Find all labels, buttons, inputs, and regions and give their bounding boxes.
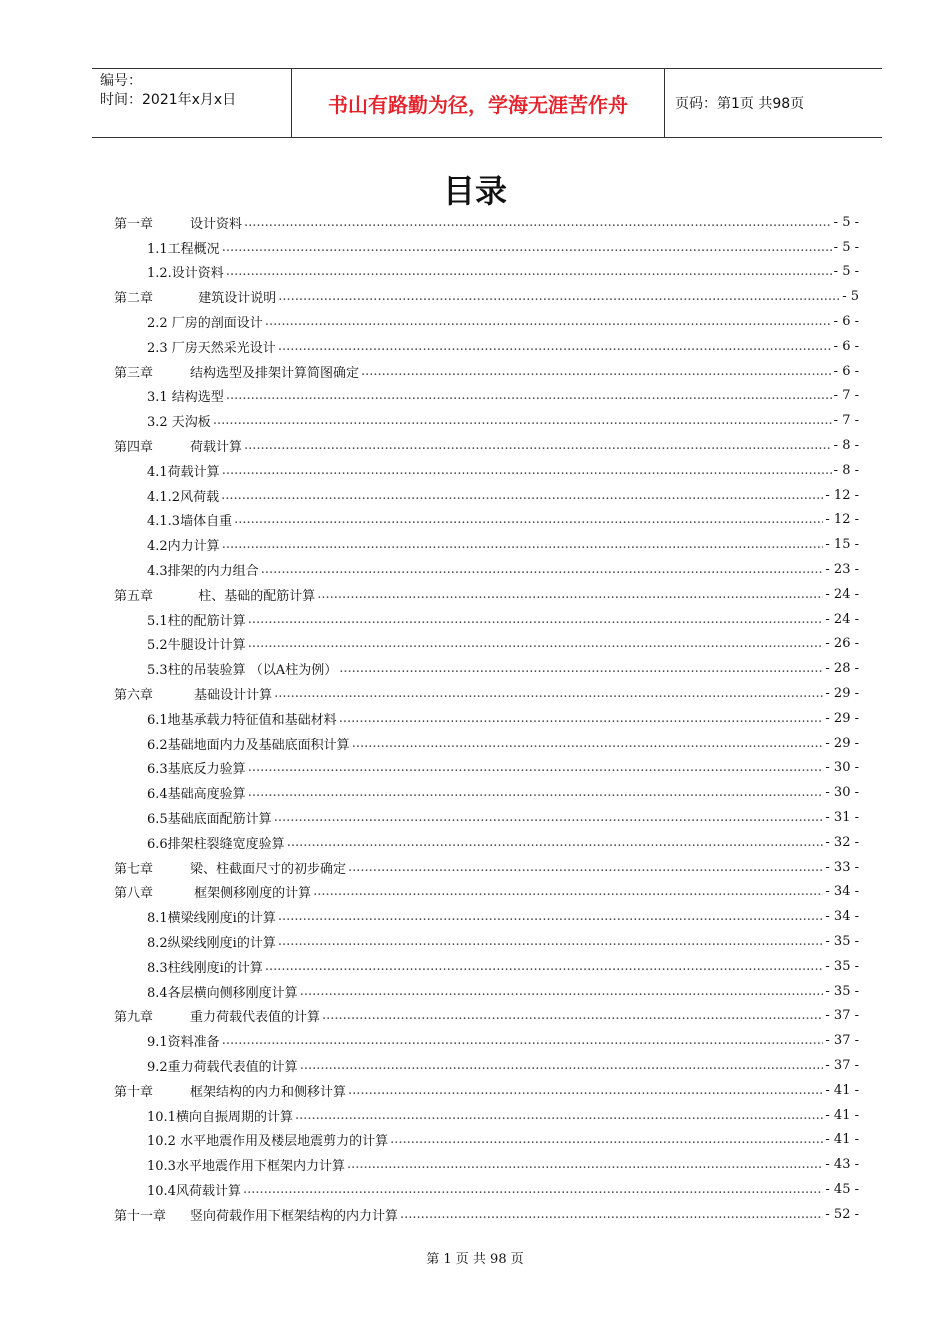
toc-page-number: - 6 - (833, 363, 859, 379)
toc-section-entry[interactable] (114, 1103, 859, 1128)
toc-page-number: - 52 - (825, 1206, 859, 1222)
toc-entry-title: 10.4风荷载计算 (147, 1183, 241, 1199)
toc-chapter-entry[interactable] (114, 433, 859, 458)
toc-section-entry[interactable] (114, 532, 859, 557)
toc-leader-dots (222, 1033, 824, 1048)
toc-entry-title: 10.3水平地震作用下框架内力计算 (147, 1159, 345, 1175)
toc-chapter-number: 第八章 (114, 886, 154, 902)
toc-entry-title: 框架结构的内力和侧移计算 (190, 1084, 347, 1100)
page-footer: 第 1 页 共 98 页 (426, 1252, 524, 1267)
toc-leader-dots (243, 1182, 823, 1197)
toc-section-entry[interactable] (114, 1028, 859, 1053)
toc-page-number: - 30 - (825, 785, 859, 801)
toc-chapter-number: 第十一章 (114, 1208, 167, 1224)
toc-section-entry[interactable] (114, 904, 859, 929)
toc-page-number: - 23 - (825, 562, 859, 578)
code-label: 编号： (100, 73, 142, 89)
toc-leader-dots (322, 1008, 823, 1023)
toc-leader-dots (361, 364, 832, 379)
toc-page-number: - 41 - (825, 1107, 859, 1123)
toc-chapter-entry[interactable] (114, 855, 859, 880)
toc-entry-title: 重力荷载代表值的计算 (190, 1010, 321, 1026)
toc-section-entry[interactable] (114, 508, 859, 533)
toc-leader-dots (278, 289, 840, 304)
toc-entry-title: 荷载计算 (190, 440, 243, 456)
toc-entry-title: 5.1柱的配筋计算 (147, 613, 246, 629)
toc-section-entry[interactable] (114, 805, 859, 830)
toc-leader-dots (274, 810, 824, 825)
toc-section-entry[interactable] (114, 954, 859, 979)
toc-chapter-number: 第六章 (114, 688, 154, 704)
toc-section-entry[interactable] (114, 408, 859, 433)
toc-section-entry[interactable] (114, 731, 859, 756)
toc-entry-title: 6.1地基承载力特征值和基础材料 (147, 712, 337, 728)
toc-chapter-entry[interactable] (114, 582, 859, 607)
toc-chapter-entry[interactable] (114, 284, 859, 309)
toc-entry-title: 设计资料 (190, 216, 243, 232)
toc-page-number: - 31 - (825, 810, 859, 826)
page-header (92, 68, 882, 138)
toc-entry-title: 9.1资料准备 (147, 1035, 220, 1051)
toc-page-number: - 8 - (833, 438, 859, 454)
toc-chapter-number: 第四章 (114, 440, 154, 456)
toc-section-entry[interactable] (114, 929, 859, 954)
toc-page-number: - 12 - (825, 512, 859, 528)
toc-section-entry[interactable] (114, 309, 859, 334)
toc-entry-title: 4.1.3墙体自重 (147, 514, 233, 530)
toc-page-number: - 32 - (825, 834, 859, 850)
toc-entry-title: 8.3柱线刚度i的计算 (147, 960, 263, 976)
toc-entry-title: 8.2纵梁线刚度i的计算 (147, 936, 276, 951)
toc-page-number: - 45 - (825, 1181, 859, 1197)
toc-leader-dots (347, 1157, 823, 1172)
toc-entry-title: 3.1 结构选型 (147, 390, 224, 406)
toc-section-entry[interactable] (114, 1177, 859, 1202)
toc-page-number: - 34 - (825, 884, 859, 900)
toc-leader-dots (244, 438, 832, 453)
toc-page-number: - 29 - (825, 735, 859, 751)
toc-leader-dots (348, 1083, 823, 1098)
toc-section-entry[interactable] (114, 1152, 859, 1177)
toc-chapter-number: 第二章 (114, 291, 154, 307)
toc-entry-title: 8.4各层横向侧移刚度计算 (147, 985, 298, 1001)
toc-page-number: - 33 - (825, 859, 859, 875)
toc-page-number: - 29 - (825, 710, 859, 726)
toc-section-entry[interactable] (114, 235, 859, 260)
toc-section-entry[interactable] (114, 656, 859, 681)
toc-page-number: - 41 - (825, 1132, 859, 1148)
toc-leader-dots (400, 1207, 823, 1222)
toc-entry-title: 6.3基底反力验算 (147, 762, 246, 778)
toc-page-number: - 35 - (825, 934, 859, 949)
toc-page-number: - 5 - (833, 214, 859, 230)
toc-leader-dots (352, 736, 824, 751)
toc-leader-dots (226, 264, 832, 279)
toc-entry-title: 4.2内力计算 (147, 539, 220, 555)
toc-entry-title: 10.2 水平地震作用及楼层地震剪力的计算 (147, 1134, 389, 1150)
toc-leader-dots (222, 537, 824, 552)
toc-chapter-entry[interactable] (114, 359, 859, 384)
toc-entry-title: 5.3柱的吊装验算 （以A柱为例） (147, 663, 338, 679)
toc-leader-dots (248, 760, 824, 775)
toc-chapter-entry[interactable] (114, 1004, 859, 1029)
toc-chapter-number: 第三章 (114, 365, 154, 381)
toc-entry-title: 梁、柱截面尺寸的初步确定 (190, 861, 347, 877)
toc-entry-title: 2.2 厂房的剖面设计 (147, 316, 263, 332)
toc-leader-dots (278, 934, 824, 949)
header-meta (92, 69, 292, 137)
toc-section-entry[interactable] (114, 483, 859, 508)
toc-leader-dots (390, 1132, 823, 1147)
toc-leader-dots (287, 835, 824, 850)
toc-leader-dots (339, 711, 824, 726)
table-of-contents (114, 210, 859, 1227)
toc-leader-dots (213, 413, 832, 428)
toc-chapter-entry[interactable] (114, 880, 859, 905)
toc-page-number: - 29 - (825, 686, 859, 702)
toc-page-number: - 24 - (825, 586, 859, 602)
toc-entry-title: 竖向荷载作用下框架结构的内力计算 (190, 1208, 399, 1224)
toc-section-entry[interactable] (114, 557, 859, 582)
toc-page-number: - 15 - (825, 537, 859, 553)
toc-section-entry[interactable] (114, 607, 859, 632)
toc-leader-dots (300, 984, 824, 999)
header-page-label: 页码：第1页 共98页 (675, 96, 805, 112)
toc-page-number: - 5 - (833, 264, 859, 280)
toc-page-number: - 5 (842, 289, 859, 305)
toc-leader-dots (221, 488, 823, 503)
toc-entry-title: 结构选型及排架计算简图确定 (190, 365, 360, 381)
toc-entry-title: 柱、基础的配筋计算 (190, 588, 316, 604)
toc-section-entry[interactable] (114, 260, 859, 285)
toc-chapter-number: 第五章 (114, 588, 154, 604)
toc-entry-title: 4.1荷载计算 (147, 464, 220, 480)
toc-leader-dots (261, 562, 824, 577)
toc-leader-dots (248, 785, 824, 800)
toc-page-number: - 35 - (825, 958, 859, 974)
toc-leader-dots (295, 1108, 823, 1123)
toc-chapter-number: 第十章 (114, 1084, 154, 1100)
toc-chapter-number: 第一章 (114, 216, 154, 232)
toc-leader-dots (222, 240, 832, 255)
toc-entry-title: 2.3 厂房天然采光设计 (147, 340, 276, 356)
toc-section-entry[interactable] (114, 632, 859, 657)
toc-section-entry[interactable] (114, 830, 859, 855)
toc-chapter-number: 第七章 (114, 861, 154, 877)
toc-entry-title: 6.5基础底面配筋计算 (147, 812, 272, 828)
toc-chapter-entry[interactable] (114, 1202, 859, 1227)
toc-leader-dots (348, 860, 823, 875)
toc-section-entry[interactable] (114, 384, 859, 409)
toc-page-number: - 34 - (825, 909, 859, 925)
toc-page-number: - 6 - (833, 338, 859, 354)
toc-entry-title: 基础设计计算 (190, 688, 273, 704)
toc-chapter-entry[interactable] (114, 681, 859, 706)
toc-leader-dots (222, 463, 832, 478)
toc-section-entry[interactable] (114, 1053, 859, 1078)
toc-page-number: - 30 - (825, 760, 859, 776)
toc-chapter-number: 第九章 (114, 1010, 154, 1026)
toc-section-entry[interactable] (114, 458, 859, 483)
toc-entry-title: 8.1横梁线刚度i的计算 (147, 911, 276, 927)
toc-section-entry[interactable] (114, 756, 859, 781)
header-motto: 书山有路勤为径，学海无涯苦作舟 (292, 69, 665, 137)
toc-leader-dots (278, 909, 824, 924)
toc-page-number: - 8 - (833, 462, 859, 478)
toc-entry-title: 3.2 天沟板 (147, 415, 211, 431)
toc-page-number: - 37 - (825, 1008, 859, 1024)
toc-leader-dots (278, 339, 832, 354)
page-title: 目录 (442, 172, 507, 210)
toc-leader-dots (313, 884, 823, 899)
toc-leader-dots (226, 388, 832, 403)
toc-section-entry[interactable] (114, 979, 859, 1004)
toc-chapter-entry[interactable] (114, 210, 859, 235)
toc-entry-title: 6.4基础高度验算 (147, 787, 246, 803)
toc-page-number: - 41 - (825, 1082, 859, 1098)
toc-entry-title: 4.1.2风荷载 (147, 489, 220, 505)
toc-leader-dots (339, 661, 823, 676)
toc-page-number: - 35 - (825, 983, 859, 999)
toc-section-entry[interactable] (114, 1127, 859, 1152)
toc-entry-title: 10.1横向自振周期的计算 (147, 1109, 293, 1125)
toc-page-number: - 37 - (825, 1057, 859, 1073)
toc-entry-title: 4.3排架的内力组合 (147, 564, 259, 580)
toc-entry-title: 框架侧移刚度的计算 (190, 886, 312, 902)
toc-page-number: - 7 - (833, 388, 859, 404)
toc-entry-title: 9.2重力荷载代表值的计算 (147, 1059, 298, 1075)
toc-leader-dots (265, 314, 832, 329)
toc-page-number: - 26 - (825, 636, 859, 652)
toc-section-entry[interactable] (114, 706, 859, 731)
toc-page-number: - 43 - (825, 1157, 859, 1173)
toc-entry-title: 6.2基础地面内力及基础底面积计算 (147, 737, 350, 753)
toc-page-number: - 12 - (825, 487, 859, 503)
toc-leader-dots (300, 1058, 824, 1073)
toc-page-number: - 6 - (833, 314, 859, 330)
toc-leader-dots (244, 215, 832, 230)
toc-section-entry[interactable] (114, 334, 859, 359)
toc-entry-title: 1.2.设计资料 (147, 266, 224, 282)
toc-chapter-entry[interactable] (114, 1078, 859, 1103)
toc-page-number: - 37 - (825, 1033, 859, 1049)
toc-leader-dots (234, 512, 823, 527)
toc-leader-dots (265, 959, 824, 974)
toc-leader-dots (317, 587, 823, 602)
toc-leader-dots (248, 636, 824, 651)
toc-entry-title: 建筑设计说明 (190, 291, 277, 307)
toc-page-number: - 24 - (825, 611, 859, 627)
toc-entry-title: 6.6排架柱裂缝宽度验算 (147, 836, 285, 852)
toc-entry-title: 1.1工程概况 (147, 241, 220, 257)
toc-section-entry[interactable] (114, 780, 859, 805)
toc-page-number: - 7 - (833, 413, 859, 429)
toc-entry-title: 5.2牛腿设计计算 (147, 638, 246, 654)
time-label: 时间：2021年x月x日 (100, 92, 237, 108)
toc-page-number: - 5 - (833, 239, 859, 255)
toc-leader-dots (248, 612, 824, 627)
toc-leader-dots (274, 686, 823, 701)
toc-page-number: - 28 - (825, 661, 859, 677)
